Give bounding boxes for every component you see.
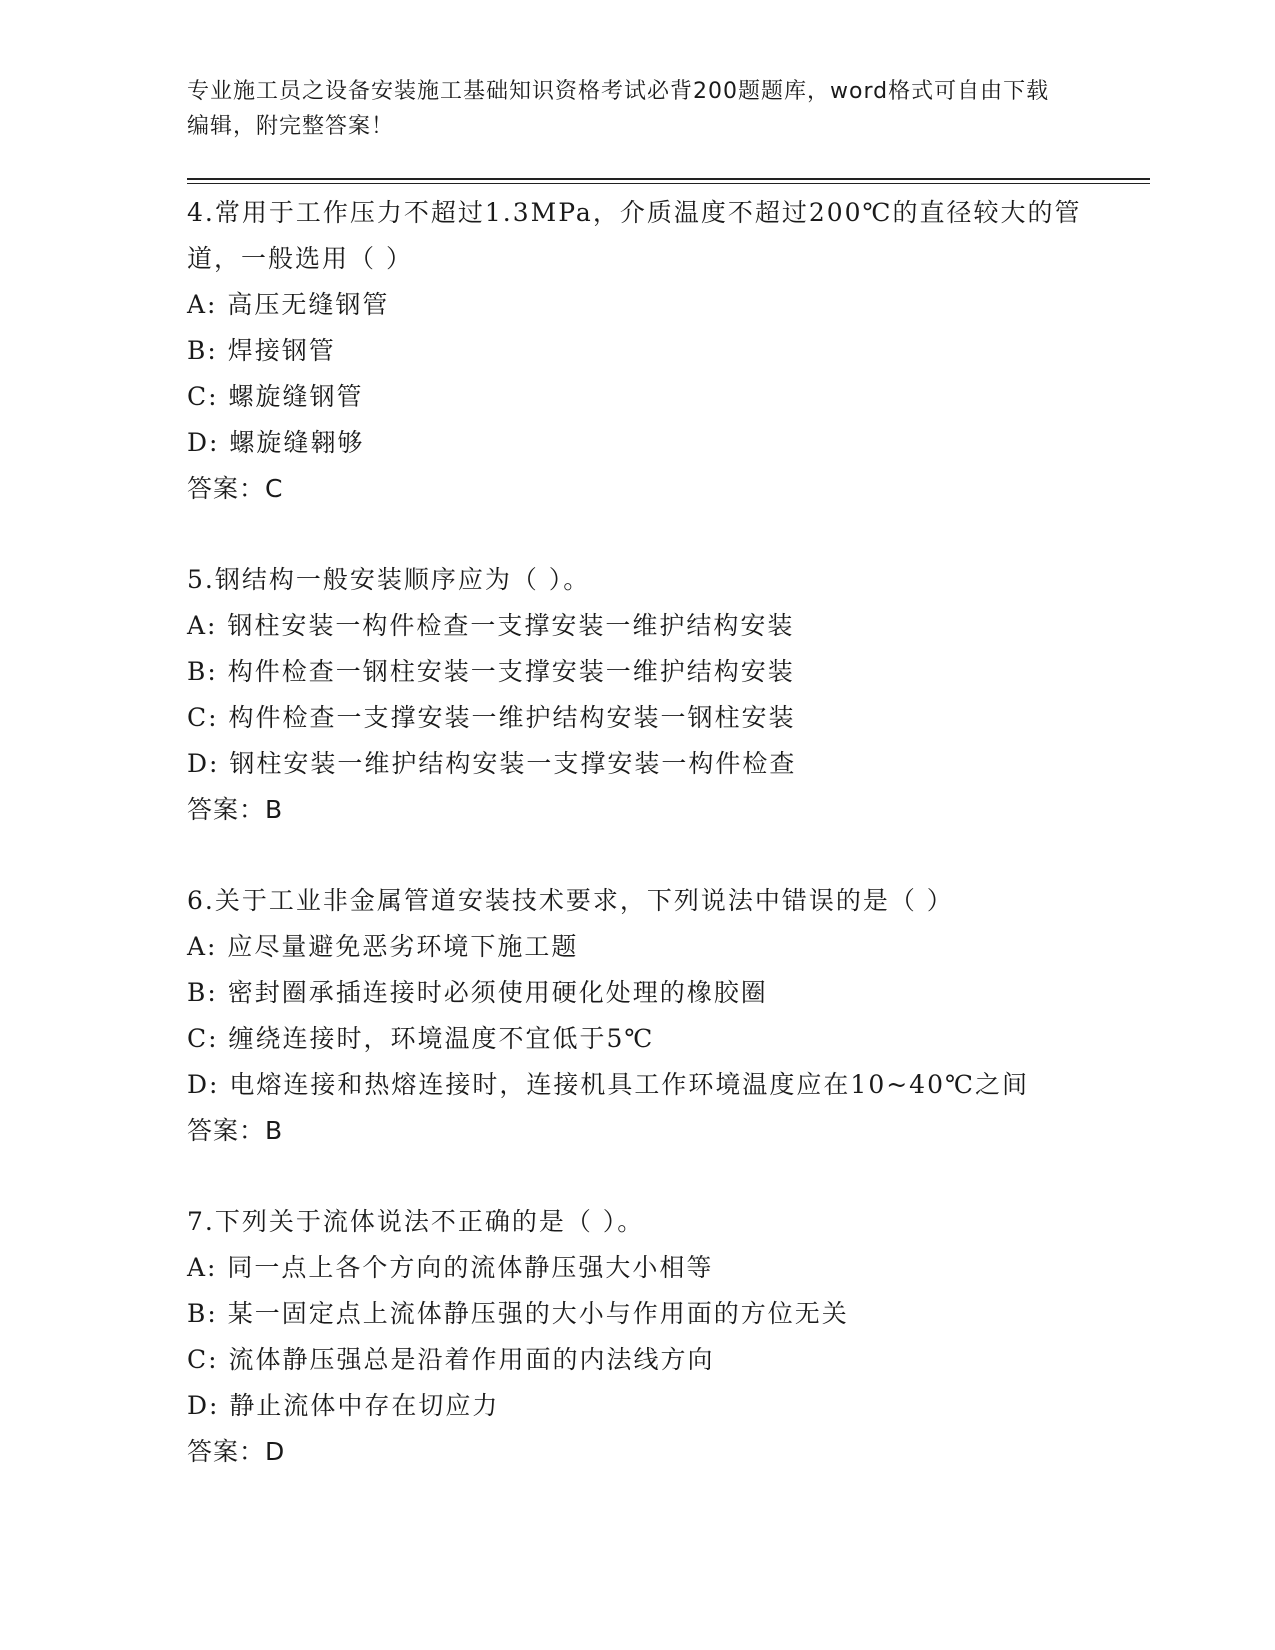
option-a: A: 应尽量避免恶劣环境下施工题 xyxy=(187,932,579,961)
question-stem: 6.关于工业非金属管道安装技术要求，下列说法中错误的是（ ） xyxy=(187,886,954,915)
option-b: B: 焊接钢管 xyxy=(187,336,336,365)
option-d: D: 螺旋缝翱够 xyxy=(187,428,365,457)
option-a: A: 高压无缝钢管 xyxy=(187,290,390,319)
question-item xyxy=(187,190,1087,512)
option-c: C: 构件检查一支撑安装一维护结构安装一钢柱安装 xyxy=(187,703,796,732)
header-divider-thin xyxy=(187,183,1150,184)
question-item xyxy=(187,557,1087,833)
question-stem: 7.下列关于流体说法不正确的是（ ）。 xyxy=(187,1207,645,1236)
option-c: C: 缠绕连接时，环境温度不宜低于5℃ xyxy=(187,1024,655,1053)
option-d: D: 静止流体中存在切应力 xyxy=(187,1391,500,1420)
question-answer: 答案：C xyxy=(187,474,284,503)
option-c: C: 流体静压强总是沿着作用面的内法线方向 xyxy=(187,1345,715,1374)
option-c: C: 螺旋缝钢管 xyxy=(187,382,364,411)
option-b: B: 密封圈承插连接时必须使用硬化处理的橡胶圈 xyxy=(187,978,768,1007)
question-answer: 答案：D xyxy=(187,1437,286,1466)
question-stem: 5.钢结构一般安装顺序应为（ ）。 xyxy=(187,565,591,594)
option-d: D: 电熔连接和热熔连接时，连接机具工作环境温度应在10~40℃之间 xyxy=(187,1070,1029,1099)
question-item xyxy=(187,878,1087,1154)
option-b: B: 某一固定点上流体静压强的大小与作用面的方位无关 xyxy=(187,1299,849,1328)
header-title: 专业施工员之设备安装施工基础知识资格考试必背200题题库，word格式可自由下载编辑，附完整答案！ xyxy=(187,79,1050,139)
question-answer: 答案：B xyxy=(187,1116,284,1145)
option-b: B: 构件检查一钢柱安装一支撑安装一维护结构安装 xyxy=(187,657,795,686)
question-answer: 答案：B xyxy=(187,795,284,824)
question-item xyxy=(187,1199,1087,1475)
option-a: A: 同一点上各个方向的流体静压强大小相等 xyxy=(187,1253,714,1282)
question-stem: 4.常用于工作压力不超过1.3MPa，介质温度不超过200℃的直径较大的管道，一般选用（ ） xyxy=(187,198,1082,273)
document-header xyxy=(187,74,1067,144)
header-divider-thick xyxy=(187,178,1150,180)
option-d: D: 钢柱安装一维护结构安装一支撑安装一构件检查 xyxy=(187,749,797,778)
option-a: A: 钢柱安装一构件检查一支撑安装一维护结构安装 xyxy=(187,611,795,640)
question-list xyxy=(187,190,1087,1520)
